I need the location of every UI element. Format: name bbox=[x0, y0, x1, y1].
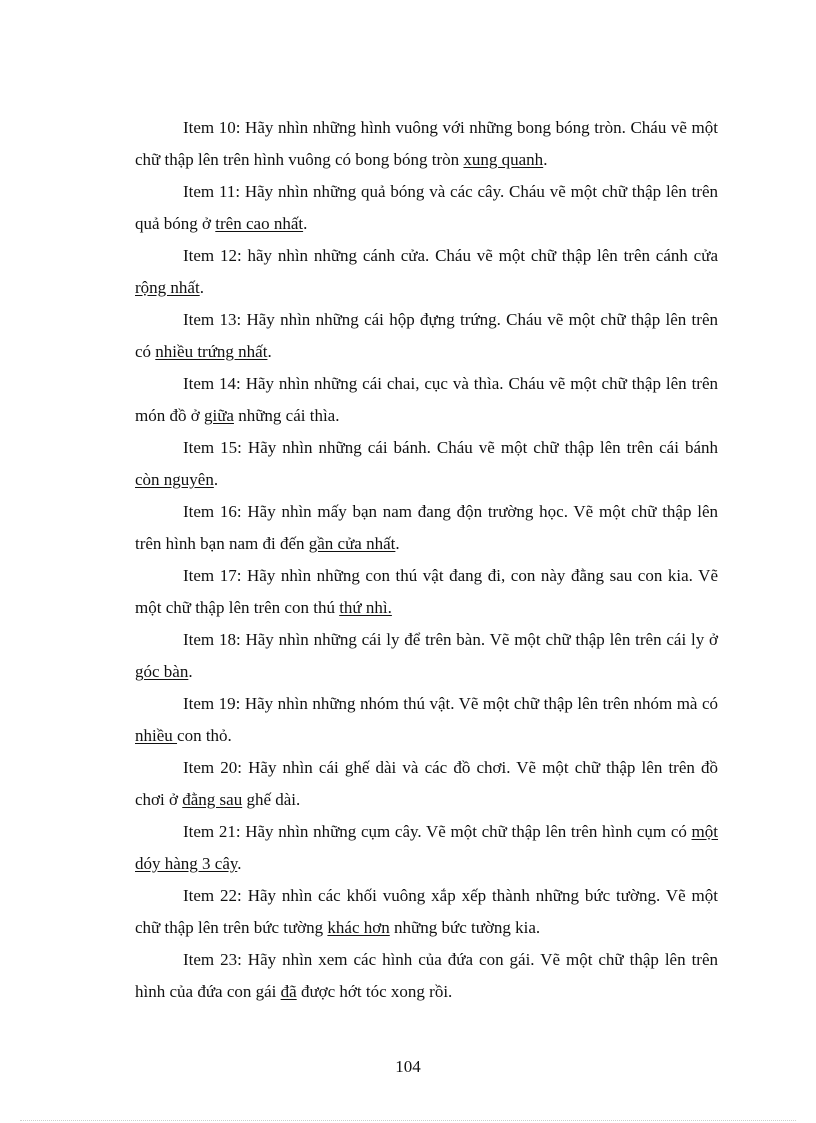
list-item bbox=[135, 304, 718, 368]
list-item bbox=[135, 368, 718, 432]
list-item bbox=[135, 496, 718, 560]
item-underlined-text: đằng sau bbox=[182, 790, 243, 809]
item-text: Item 19: Hãy nhìn những nhóm thú vật. Vẽ một chữ thập lên trên nhóm mà có bbox=[183, 694, 718, 713]
item-text: Item 13: Hãy nhìn những cái hộp đựng trứng. Cháu vẽ một chữ thập lên trên có bbox=[135, 310, 718, 361]
list-item bbox=[135, 240, 718, 304]
item-text-end: những cái thìa. bbox=[233, 406, 340, 425]
item-underlined-text: trên cao nhất bbox=[215, 214, 304, 233]
item-text: Item 18: Hãy nhìn những cái ly để trên bàn. Vẽ một chữ thập lên trên cái ly ở bbox=[183, 630, 718, 649]
item-text: Item 12: hãy nhìn những cánh cửa. Cháu vẽ một chữ thập lên trên cánh cửa bbox=[183, 246, 718, 265]
item-text-end: . bbox=[188, 662, 193, 681]
bottom-divider bbox=[20, 1120, 796, 1121]
item-text-end: con thỏ. bbox=[177, 726, 232, 745]
item-text: Item 11: Hãy nhìn những quả bóng và các cây. Cháu vẽ một chữ thập lên trên quả bóng ở bbox=[135, 182, 718, 233]
item-text: Item 22: Hãy nhìn các khối vuông xắp xếp thành những bức tường. Vẽ một chữ thập lên trên bức tường bbox=[135, 886, 718, 937]
item-text-end: . bbox=[213, 470, 219, 489]
item-underlined-text: nhiều trứng nhất bbox=[155, 342, 268, 361]
list-item bbox=[135, 112, 718, 176]
item-text-end: ghế dài. bbox=[242, 790, 301, 809]
item-underlined-text: xung quanh bbox=[463, 150, 544, 169]
list-item bbox=[135, 624, 718, 688]
item-underlined-text: giữa bbox=[203, 406, 234, 425]
item-text-end: . bbox=[543, 150, 548, 169]
item-text: Item 16: Hãy nhìn mấy bạn nam đang độn trường học. Vẽ một chữ thập lên trên hình bạn nam đi đến bbox=[135, 502, 718, 553]
item-underlined-text: một dóy hàng 3 cây bbox=[135, 822, 718, 873]
list-item bbox=[135, 688, 718, 752]
item-underlined-text: còn nguyên bbox=[135, 470, 214, 489]
item-text-end: được hớt tóc xong rồi. bbox=[296, 982, 453, 1001]
item-underlined-text: đã bbox=[280, 982, 297, 1001]
item-underlined-text: góc bàn bbox=[135, 662, 189, 681]
item-underlined-text: rộng nhất bbox=[135, 278, 200, 297]
item-text: Item 17: Hãy nhìn những con thú vật đang đi, con này đằng sau con kia. Vẽ một chữ thập lên trên con thú bbox=[135, 566, 718, 617]
item-underlined-text: thứ nhì. bbox=[339, 598, 392, 617]
list-item bbox=[135, 560, 718, 624]
item-text: Item 15: Hãy nhìn những cái bánh. Cháu vẽ một chữ thập lên trên cái bánh bbox=[183, 438, 718, 457]
item-underlined-text: nhiều bbox=[135, 726, 178, 745]
list-item bbox=[135, 880, 718, 944]
item-text: Item 21: Hãy nhìn những cụm cây. Vẽ một chữ thập lên trên hình cụm có bbox=[183, 822, 692, 841]
item-text-end: . bbox=[199, 278, 204, 297]
item-list bbox=[135, 112, 718, 1008]
item-text: Item 23: Hãy nhìn xem các hình của đứa con gái. Vẽ một chữ thập lên trên hình của đứa con gái bbox=[135, 950, 718, 1001]
list-item bbox=[135, 816, 718, 880]
item-text-end: những bức tường kia. bbox=[389, 918, 541, 937]
item-text: Item 10: Hãy nhìn những hình vuông với những bong bóng tròn. Cháu vẽ một chữ thập lên trên hình vuông có bong bóng tròn bbox=[135, 118, 718, 169]
list-item bbox=[135, 752, 718, 816]
item-underlined-text: khác hơn bbox=[327, 918, 390, 937]
item-text: Item 20: Hãy nhìn cái ghế dài và các đồ chơi. Vẽ một chữ thập lên trên đồ chơi ở bbox=[135, 758, 718, 809]
item-text-end: . bbox=[237, 854, 242, 873]
item-text-end: . bbox=[303, 214, 308, 233]
item-text: Item 14: Hãy nhìn những cái chai, cục và thìa. Cháu vẽ một chữ thập lên trên món đồ ở bbox=[135, 374, 718, 425]
item-underlined-text: gần cửa nhất bbox=[308, 534, 396, 553]
list-item bbox=[135, 176, 718, 240]
list-item bbox=[135, 944, 718, 1008]
page-number: 104 bbox=[395, 1057, 421, 1076]
list-item bbox=[135, 432, 718, 496]
item-text-end: . bbox=[267, 342, 272, 361]
item-text-end: . bbox=[395, 534, 400, 553]
